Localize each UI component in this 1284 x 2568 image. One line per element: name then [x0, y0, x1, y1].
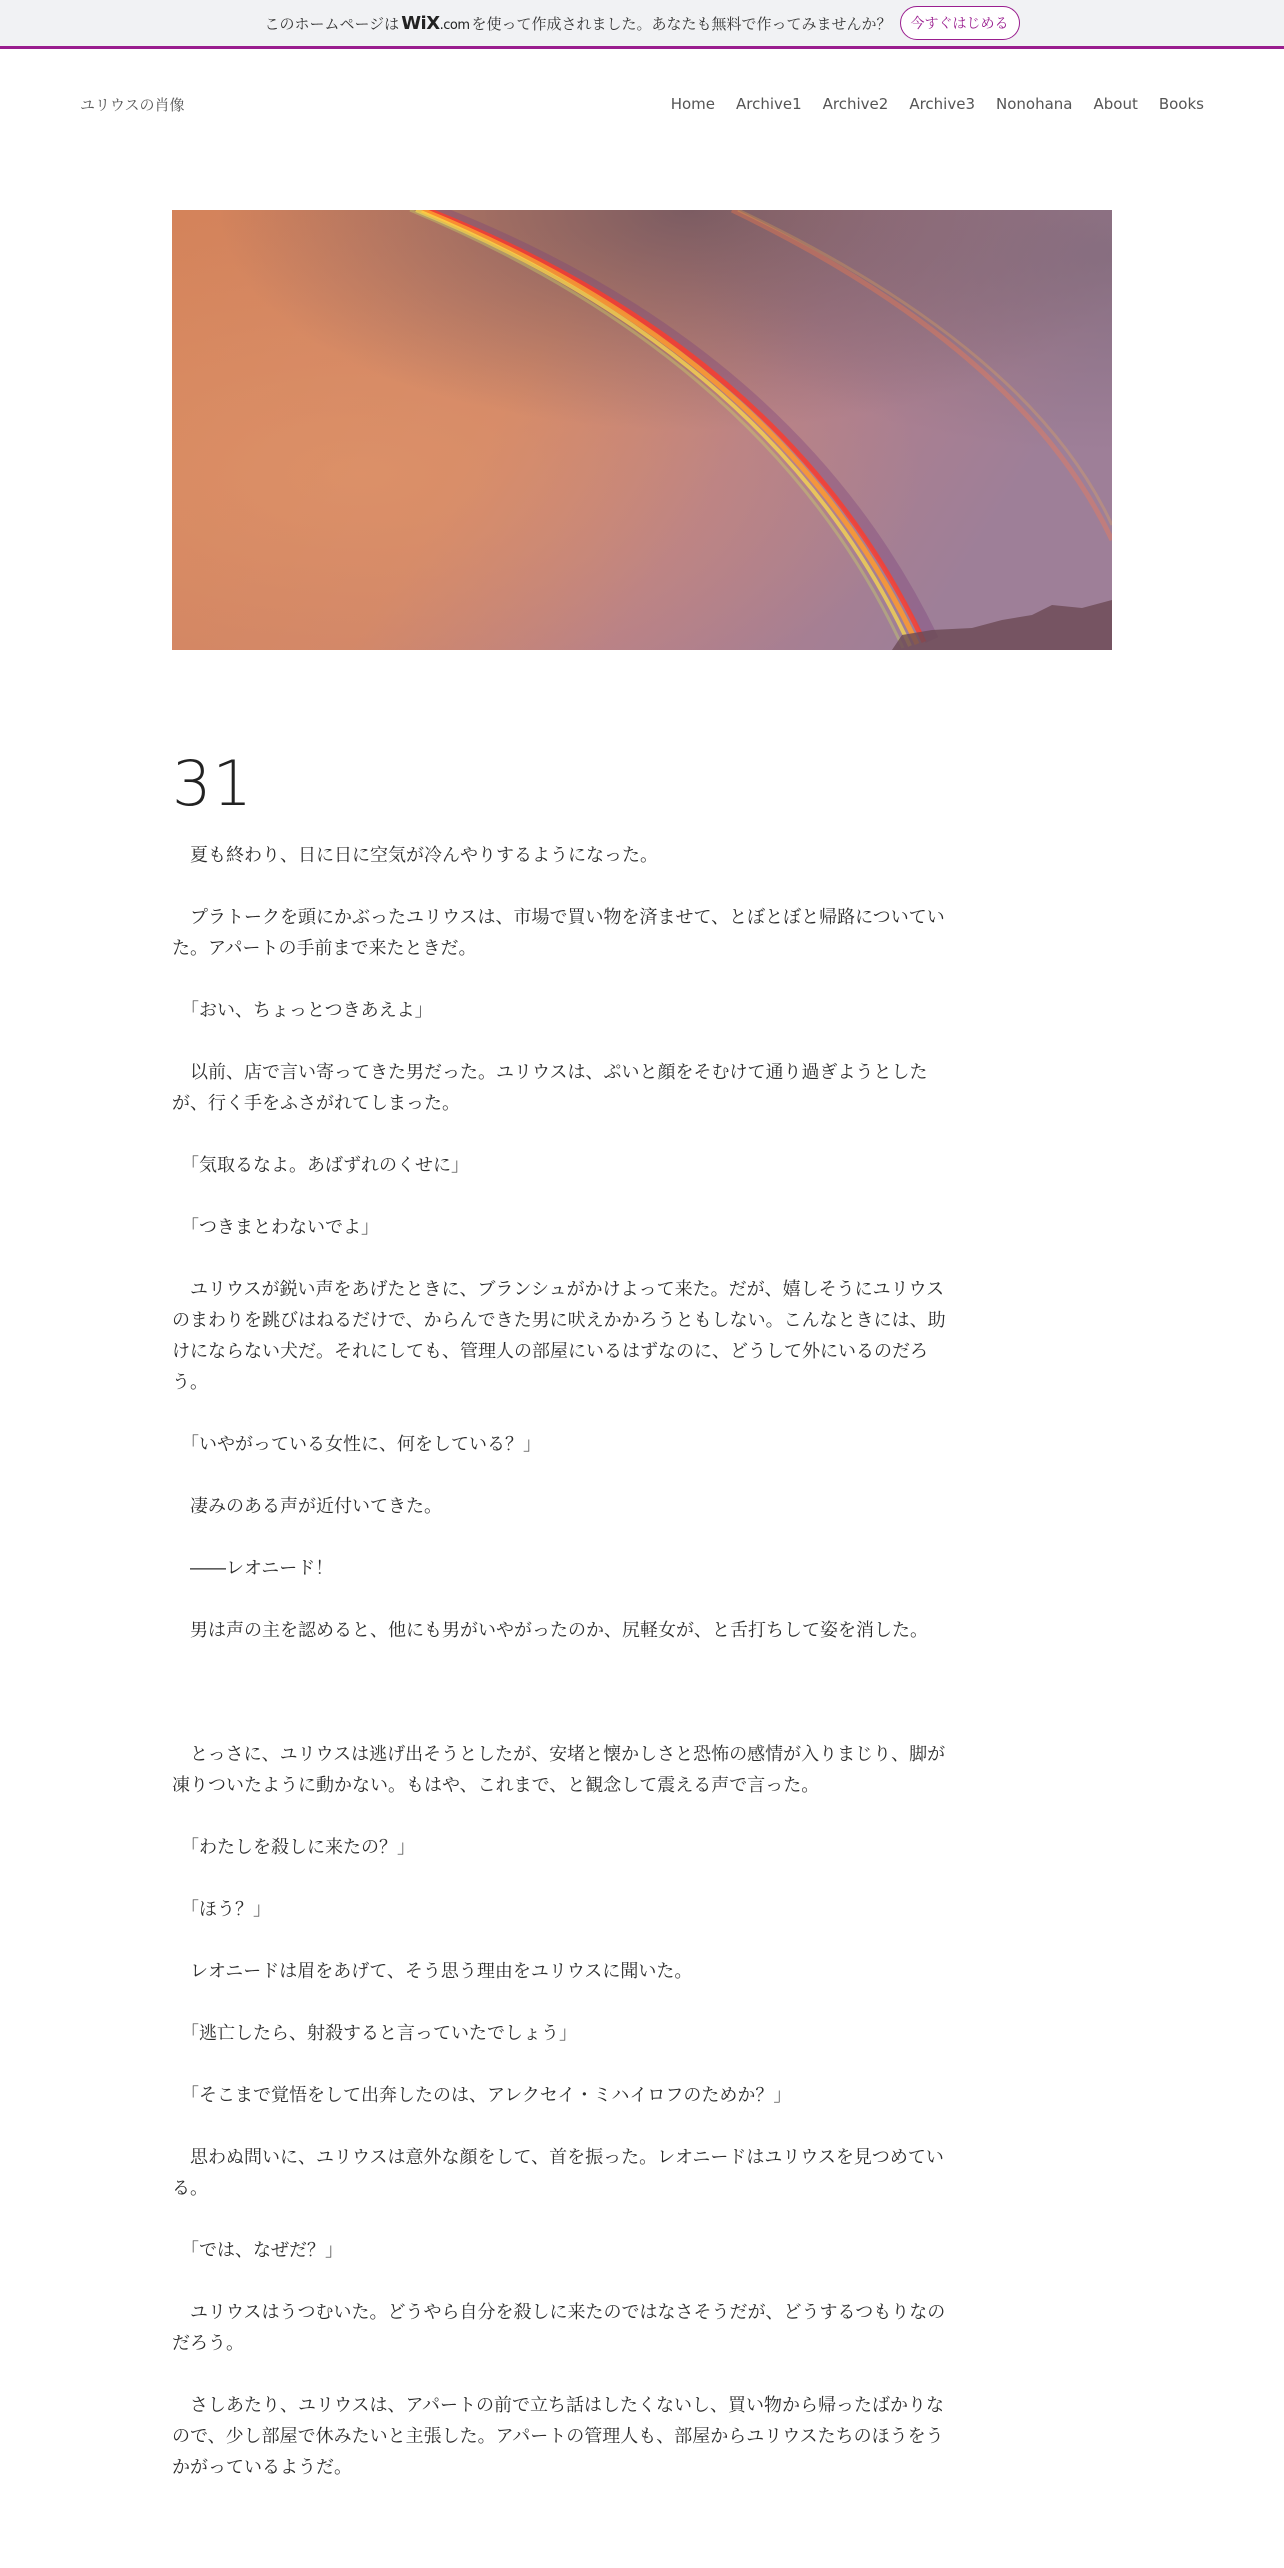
paragraph: ――レオニード！ — [172, 1558, 334, 1579]
nav-item-about[interactable]: About — [1093, 95, 1138, 113]
paragraph: とっさに、ユリウスは逃げ出そうとしたが、安堵と懐かしさと恐怖の感情が入りまじり、脚が凍りついたように動かない。もはや、これまで、と観念して震える声で言った。 — [172, 1744, 946, 1796]
paragraph: 「では、なぜだ？」 — [172, 2240, 343, 2261]
site-title[interactable]: ユリウスの肖像 — [80, 95, 185, 114]
start-now-button[interactable]: 今すぐはじめる — [900, 6, 1020, 40]
nav-item-archive3[interactable]: Archive3 — [909, 95, 975, 113]
wix-banner — [0, 0, 1284, 49]
paragraph: 「いやがっている女性に、何をしている？」 — [172, 1434, 541, 1455]
post-body — [172, 840, 952, 2483]
paragraph: 「おい、ちょっとつきあえよ」 — [172, 1000, 433, 1021]
paragraph: プラトークを頭にかぶったユリウスは、市場で買い物を済ませて、とぼとぼと帰路についていた。アパートの手前まで来たときだ。 — [172, 907, 945, 959]
banner-prefix: このホームページは — [264, 14, 400, 33]
paragraph: さしあたり、ユリウスは、アパートの前で立ち話はしたくないし、買い物から帰ったばかりなので、少し部屋で休みたいと主張した。アパートの管理人も、部屋からユリウスたちのほうをうかがっているようだ。 — [172, 2395, 945, 2478]
nav-item-archive2[interactable]: Archive2 — [822, 95, 889, 113]
paragraph: 「つきまとわないでよ」 — [172, 1217, 379, 1238]
post-title: 31 — [172, 746, 253, 820]
wix-logo-suffix: .com — [439, 17, 470, 33]
wix-logo[interactable] — [401, 13, 469, 34]
banner-suffix: を使って作成されました。あなたも無料で作ってみませんか？ — [471, 14, 892, 33]
paragraph: 「わたしを殺しに来たの？」 — [172, 1837, 415, 1858]
paragraph: 「気取るなよ。あばずれのくせに」 — [172, 1155, 469, 1176]
paragraph: 「逃亡したら、射殺すると言っていたでしょう」 — [172, 2023, 577, 2044]
paragraph: レオニードは眉をあげて、そう思う理由をユリウスに聞いた。 — [172, 1961, 693, 1982]
paragraph: 以前、店で言い寄ってきた男だった。ユリウスは、ぷいと顔をそむけて通り過ぎようとしたが、行く手をふさがれてしまった。 — [172, 1062, 928, 1114]
nav-item-books[interactable]: Books — [1158, 95, 1204, 113]
paragraph: ユリウスはうつむいた。どうやら自分を殺しに来たのではなさそうだが、どうするつもりなのだろう。 — [172, 2302, 946, 2354]
main-nav — [650, 95, 1204, 113]
nav-item-nonohana[interactable]: Nonohana — [996, 95, 1073, 113]
hero-rainbow-image — [172, 210, 1112, 650]
paragraph: 「そこまで覚悟をして出奔したのは、アレクセイ・ミハイロフのためか？」 — [172, 2085, 792, 2106]
rainbow-photo — [172, 210, 1112, 650]
paragraph: 思わぬ問いに、ユリウスは意外な顔をして、首を振った。レオニードはユリウスを見つめている。 — [172, 2147, 944, 2199]
paragraph: 男は声の主を認めると、他にも男がいやがったのか、尻軽女が、と舌打ちして姿を消した。 — [172, 1620, 928, 1641]
paragraph: 凄みのある声が近付いてきた。 — [172, 1496, 442, 1517]
paragraph: 夏も終わり、日に日に空気が冷んやりするようになった。 — [172, 845, 658, 866]
paragraph: 「ほう？」 — [172, 1899, 271, 1920]
nav-item-archive1[interactable]: Archive1 — [735, 95, 802, 113]
wix-logo-main: WiX — [401, 12, 440, 34]
paragraph: ユリウスが鋭い声をあげたときに、ブランシュがかけよって来た。だが、嬉しそうにユリウスのまわりを跳びはねるだけで、からんできた男に吠えかかろうともしない。こんなときには、助けにならない犬だ。それにしても、管理人の部屋にいるはずなのに、どうして外にいるのだろう。 — [172, 1279, 946, 1393]
nav-item-home[interactable]: Home — [670, 95, 715, 113]
site-header — [80, 92, 1204, 116]
